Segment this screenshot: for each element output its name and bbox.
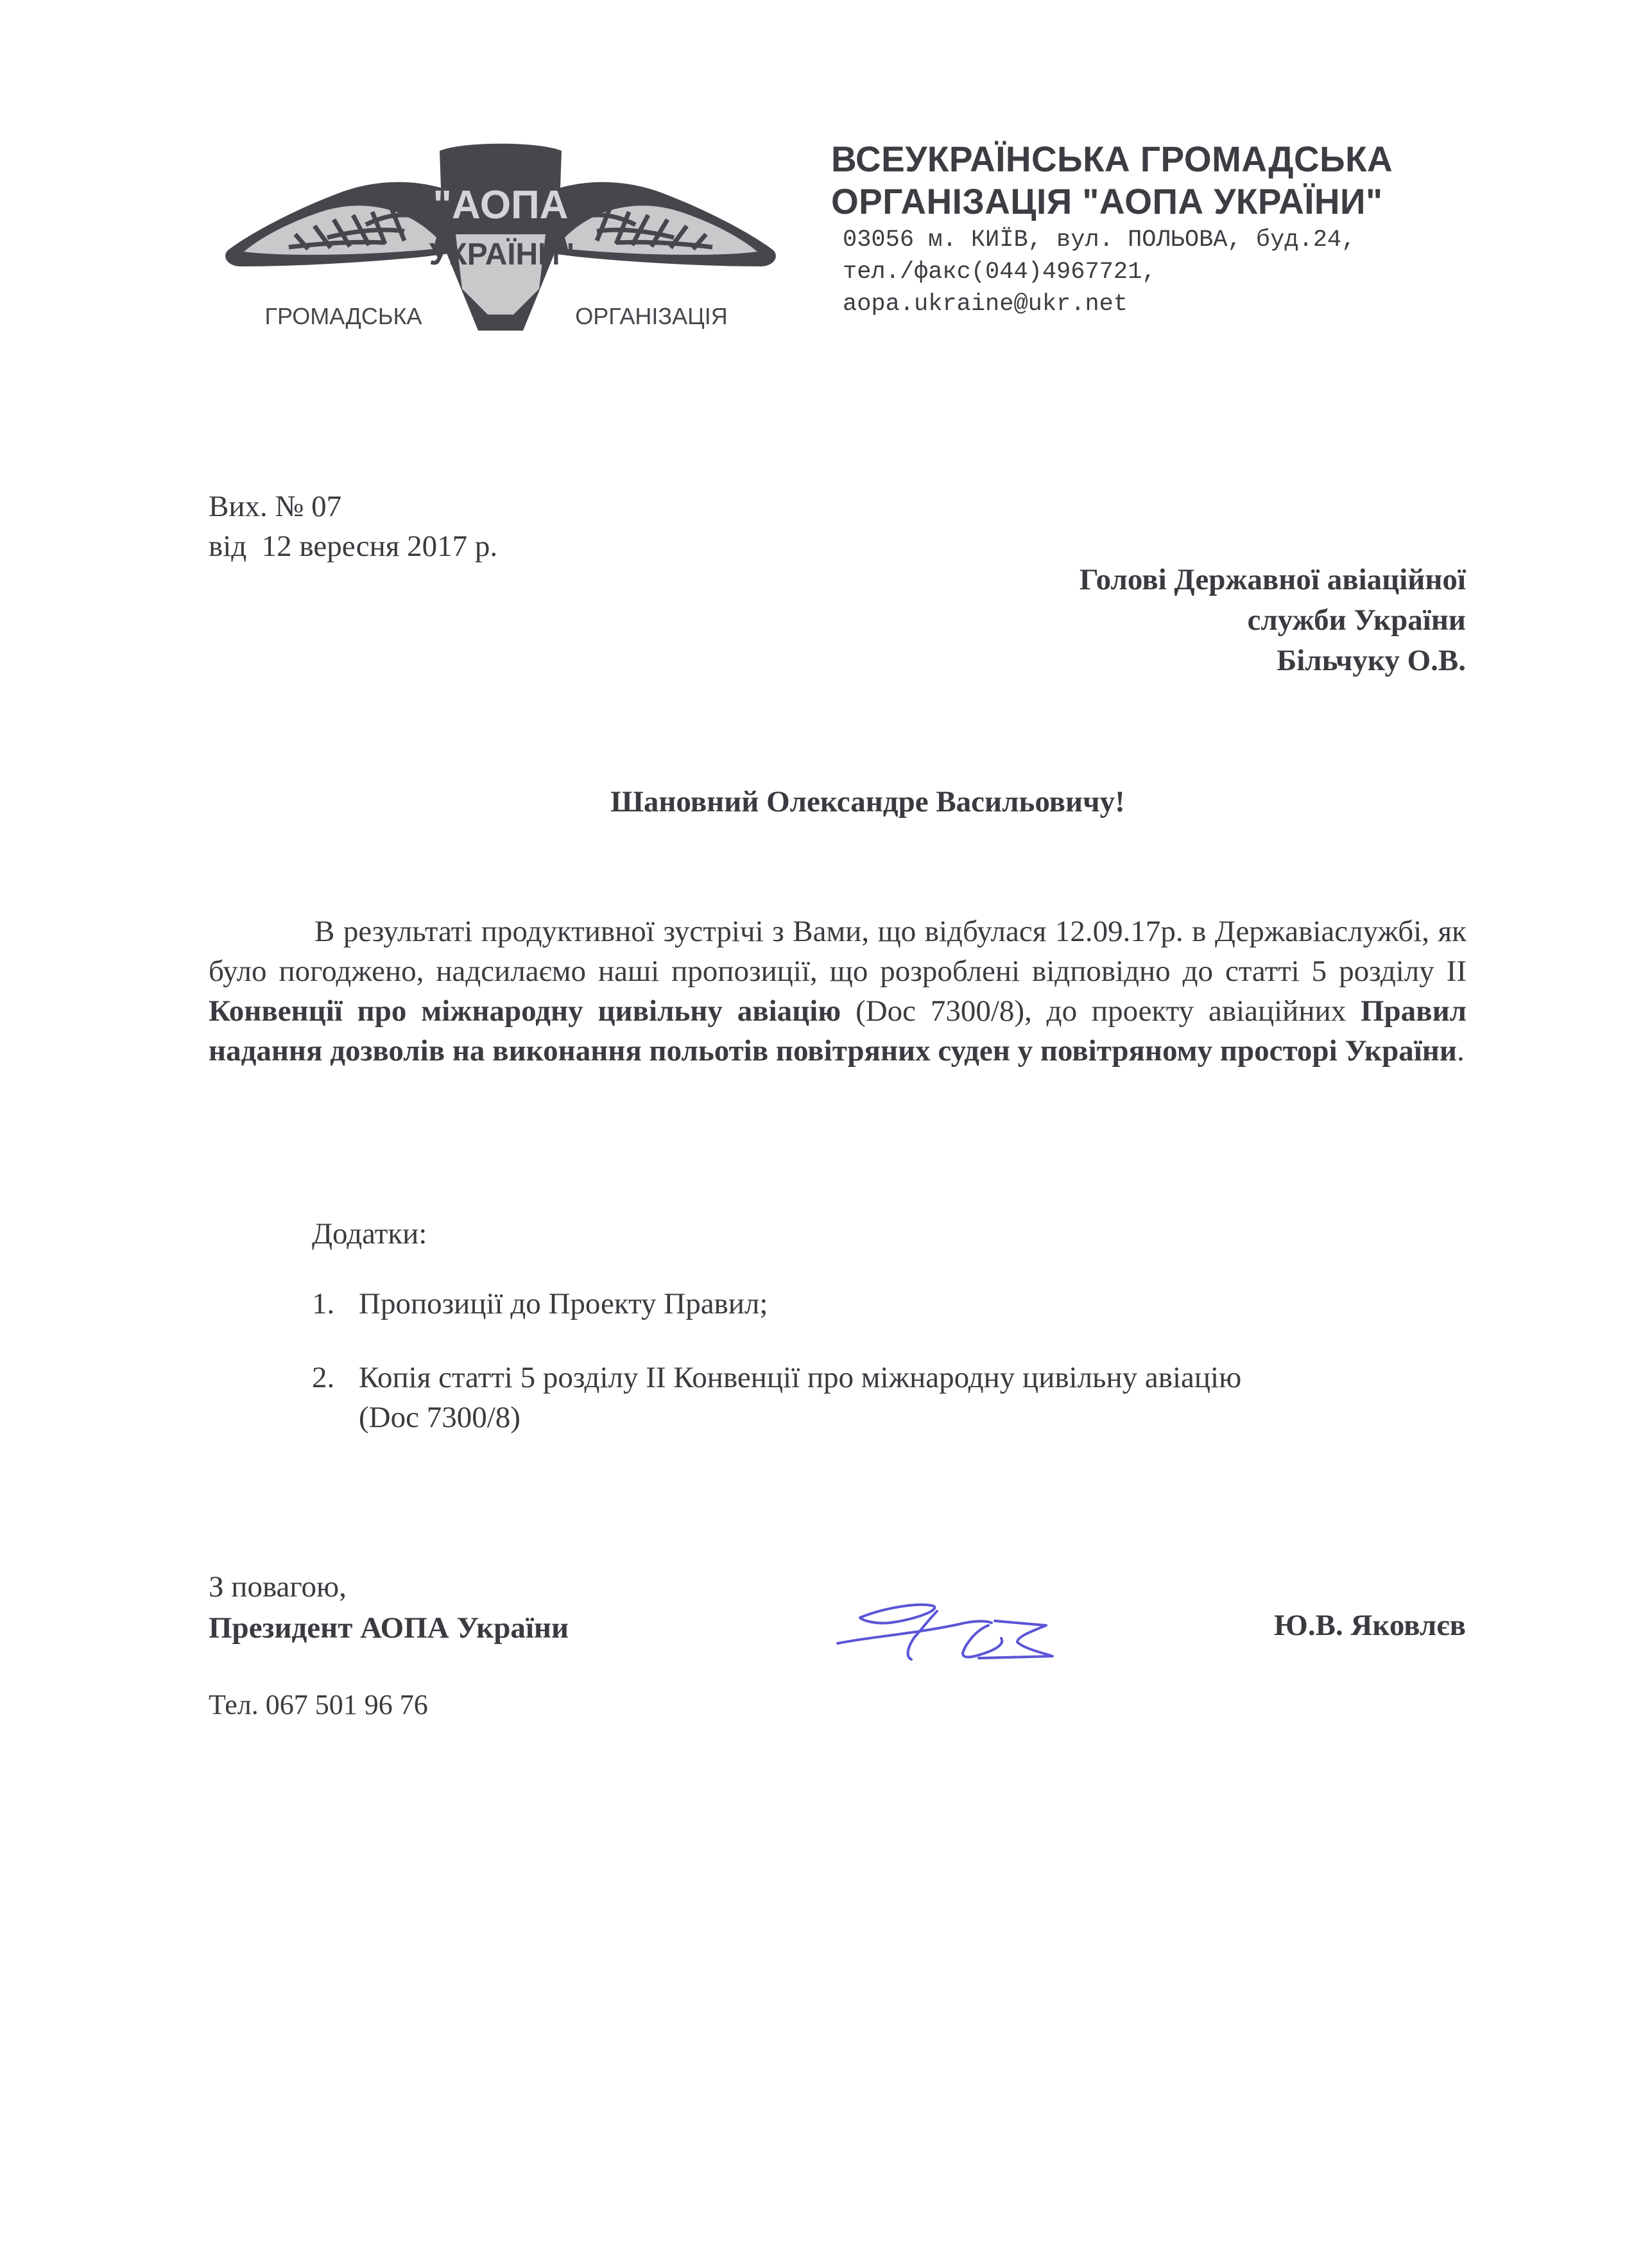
logo-badge-bottom: УКРАЇНИ": [429, 238, 575, 272]
letterhead-org-info: [831, 138, 1473, 320]
org-address: 03056 м. КИЇВ, вул. ПОЛЬОВА, буд.24,: [843, 227, 1356, 254]
org-phone-fax: тел./факс(044)4967721,: [843, 259, 1157, 286]
addressee-block: [1080, 560, 1466, 681]
body-paragraph: [209, 912, 1467, 1071]
org-email[interactable]: aopa.ukraine@ukr.net: [843, 291, 1128, 318]
body-text-part3: .: [1456, 1034, 1465, 1068]
attachment-number: 1.: [312, 1287, 335, 1320]
attachment-text: Пропозиції до Проекту Правил;: [359, 1287, 768, 1320]
signer-name: Ю.В. Яковлєв: [1273, 1609, 1466, 1642]
attachment-text: Копія статті 5 розділу ІІ Конвенції про міжнародну цивільну авіацію: [359, 1361, 1242, 1394]
addressee-line3: Більчуку О.В.: [1277, 644, 1466, 677]
attachment-item: [312, 1284, 768, 1324]
winged-shield-logo-icon: [212, 141, 789, 340]
attachment-number: 2.: [312, 1361, 335, 1394]
attachment-item: [312, 1358, 1467, 1437]
body-bold-convention: Конвенції про міжнародну цивільну авіацію: [209, 994, 841, 1028]
org-name-line1: ВСЕУКРАЇНСЬКА ГРОМАДСЬКА: [831, 139, 1393, 179]
logo-badge-top: "АОПА: [433, 183, 569, 227]
salutation: Шановний Олександре Васильовичу!: [610, 785, 1125, 818]
body-text-part2: (Doc 7300/8), до проекту авіаційних: [841, 994, 1361, 1028]
logo-caption-left: ГРОМАДСЬКА: [264, 303, 422, 329]
outgoing-number: Вих. № 07: [209, 490, 342, 523]
addressee-line1: Голові Державної авіаційної: [1079, 563, 1466, 596]
org-name-line2: ОРГАНІЗАЦІЯ "АОПА УКРАЇНИ": [831, 181, 1383, 221]
outgoing-reference: [209, 487, 497, 566]
closing-block: [209, 1566, 569, 1648]
addressee-line2: служби України: [1247, 603, 1466, 637]
body-bold-rules: Правил надання дозволів на виконання польотів повітряних суден у повітряному просторі України: [209, 994, 1467, 1068]
letter-date: від 12 вересня 2017 р.: [209, 530, 498, 563]
signer-position: Президент АОПА України: [209, 1611, 569, 1645]
closing-regards: З повагою,: [209, 1570, 347, 1604]
organization-logo: [212, 141, 789, 340]
body-text-part1: В результаті продуктивної зустрічі з Вами, що відбулася 12.09.17р. в Державіаслужбі, як було погоджено, надсилаємо наші пропозиції, що розроблені відповідно до статті 5 розділу ІІ: [209, 915, 1467, 988]
handwritten-signature-icon: [831, 1592, 1075, 1663]
contact-phone: Тел. 067 501 96 76: [209, 1689, 428, 1720]
letter-body: [209, 912, 1467, 1071]
logo-caption-right: ОРГАНІЗАЦІЯ: [575, 303, 728, 329]
attachments-title: Додатки:: [312, 1217, 427, 1250]
attachment-text-continued: (Doc 7300/8): [359, 1401, 521, 1434]
